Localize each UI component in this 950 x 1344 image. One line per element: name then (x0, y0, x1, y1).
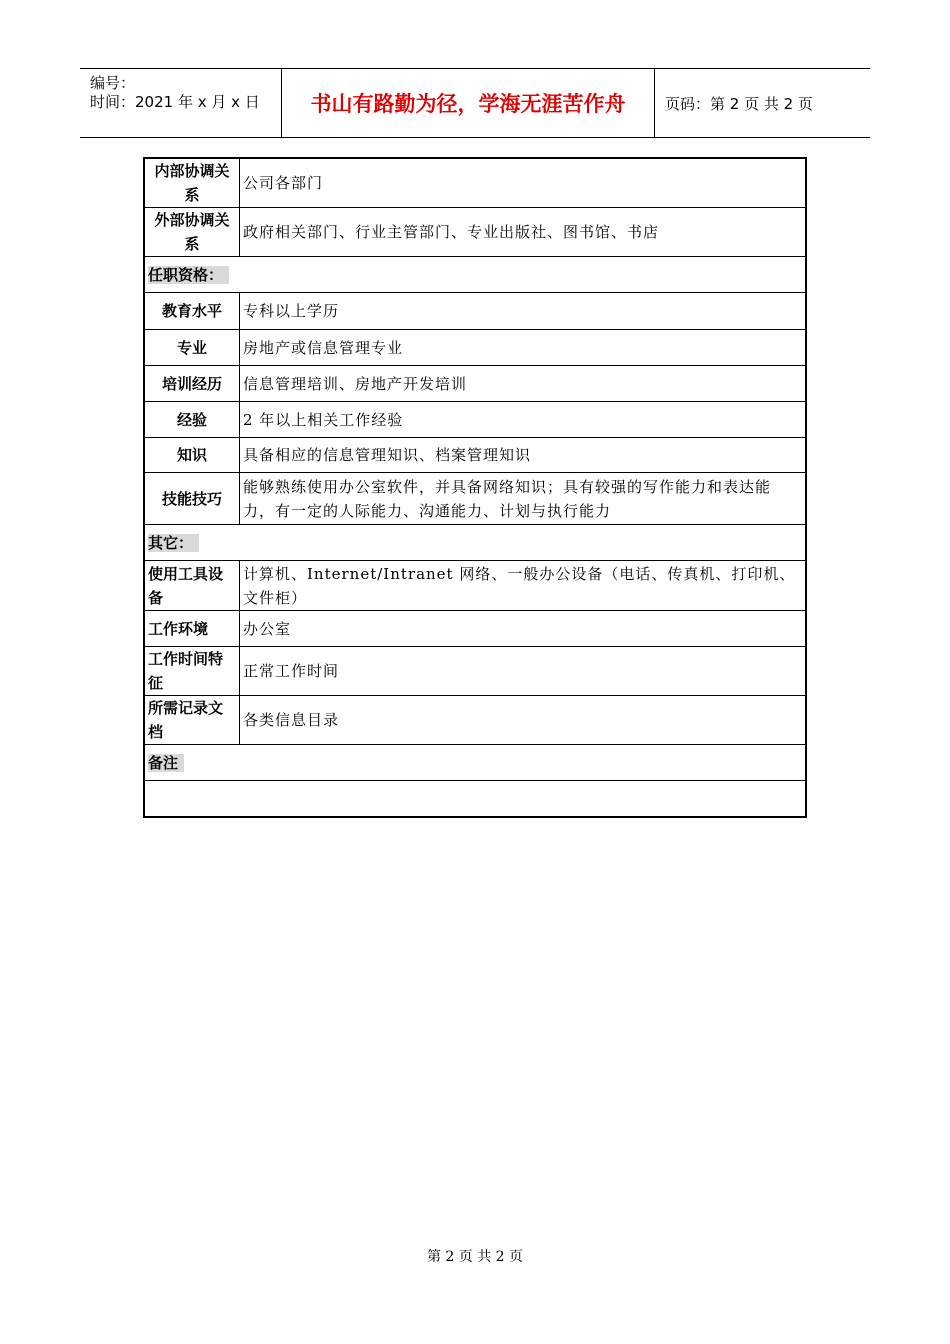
header-divider (654, 69, 655, 137)
table-row (144, 330, 806, 366)
table-row (144, 696, 806, 745)
row-label: 内部协调关系 (144, 158, 240, 208)
notes-row (144, 781, 806, 817)
page-header (80, 68, 870, 138)
row-label: 知识 (144, 438, 240, 473)
row-value: 各类信息目录 (240, 696, 807, 745)
row-value: 专科以上学历 (240, 293, 807, 330)
section-row (144, 257, 806, 293)
row-value: 政府相关部门、行业主管部门、专业出版社、图书馆、书店 (240, 208, 807, 257)
row-value: 计算机、Internet/Intranet 网络、一般办公设备（电话、传真机、打印机、文件柜） (240, 561, 807, 611)
header-motto: 书山有路勤为径，学海无涯苦作舟 (310, 92, 626, 116)
header-page-label: 页码：第 2 页 共 2 页 (665, 95, 813, 113)
section-title-text: 任职资格： (148, 266, 229, 284)
section-title (144, 745, 806, 781)
table-row (144, 561, 806, 611)
table-row (144, 293, 806, 330)
row-value: 具备相应的信息管理知识、档案管理知识 (240, 438, 807, 473)
row-value: 信息管理培训、房地产开发培训 (240, 366, 807, 402)
section-row (144, 525, 806, 561)
row-label: 培训经历 (144, 366, 240, 402)
row-label: 工作环境 (144, 611, 240, 647)
row-value: 2 年以上相关工作经验 (240, 402, 807, 438)
table-row (144, 473, 806, 525)
table-row (144, 158, 806, 208)
row-value: 房地产或信息管理专业 (240, 330, 807, 366)
section-title (144, 525, 806, 561)
table-row (144, 402, 806, 438)
row-label: 工作时间特征 (144, 647, 240, 696)
row-label: 技能技巧 (144, 473, 240, 525)
row-value: 正常工作时间 (240, 647, 807, 696)
row-label: 使用工具设备 (144, 561, 240, 611)
row-label: 所需记录文档 (144, 696, 240, 745)
table-row (144, 438, 806, 473)
row-label: 外部协调关系 (144, 208, 240, 257)
row-value: 能够熟练使用办公室软件，并具备网络知识；具有较强的写作能力和表达能力，有一定的人际能力、沟通能力、计划与执行能力 (240, 473, 807, 525)
notes-cell (144, 781, 806, 817)
section-title-text: 备注 (148, 754, 184, 772)
row-value: 办公室 (240, 611, 807, 647)
row-value: 公司各部门 (240, 158, 807, 208)
header-meta (80, 69, 280, 137)
table-row (144, 208, 806, 257)
page-footer: 第 2 页 共 2 页 (426, 1249, 524, 1265)
job-description-table (143, 157, 807, 818)
row-label: 专业 (144, 330, 240, 366)
section-row (144, 745, 806, 781)
number-label: 编号： (90, 74, 136, 92)
section-title (144, 257, 806, 293)
table-row (144, 366, 806, 402)
table-row (144, 647, 806, 696)
table-row (144, 611, 806, 647)
section-title-text: 其它： (148, 534, 199, 552)
row-label: 教育水平 (144, 293, 240, 330)
row-label: 经验 (144, 402, 240, 438)
time-label: 时间：2021 年 x 月 x 日 (90, 93, 260, 111)
